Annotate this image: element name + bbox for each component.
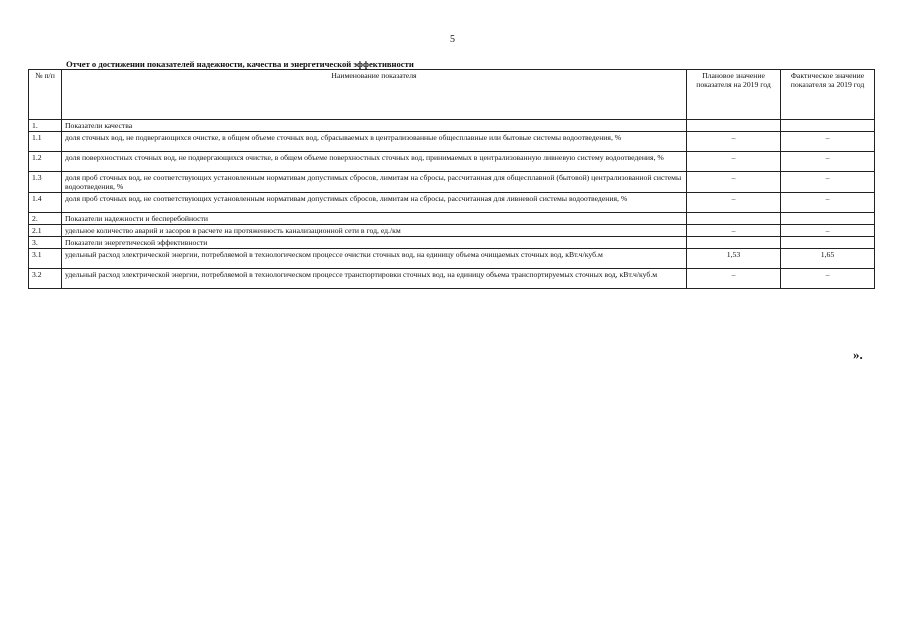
table-row <box>29 152 875 172</box>
row-actual-value <box>781 120 875 132</box>
row-number: 1. <box>29 120 62 132</box>
row-indicator-name: доля поверхностных сточных вод, не подвергающихся очистке, в общем объеме поверхностных сточных вод, принимаемых в централизованную ливневую систему водоотведения, % <box>62 152 687 172</box>
row-actual-value: 1,65 <box>781 249 875 269</box>
row-indicator-name: Показатели надежности и бесперебойности <box>62 213 687 225</box>
row-indicator-name: доля сточных вод, не подвергающихся очистке, в общем объеме сточных вод, сбрасываемых в централизованные общесплавные или бытовые системы водоотведения, % <box>62 132 687 152</box>
header-indicator-name: Наименование показателя <box>62 70 687 120</box>
row-planned-value: – <box>687 132 781 152</box>
row-actual-value <box>781 237 875 249</box>
header-planned-value: Плановое значение показателя на 2019 год <box>687 70 781 120</box>
header-number: № п/п <box>29 70 62 120</box>
page-number: 5 <box>450 34 455 45</box>
row-indicator-name: удельное количество аварий и засоров в расчете на протяженность канализационной сети в год, ед./км <box>62 225 687 237</box>
row-planned-value: 1,53 <box>687 249 781 269</box>
table-row <box>29 172 875 193</box>
row-actual-value <box>781 213 875 225</box>
row-actual-value: – <box>781 269 875 289</box>
row-indicator-name: удельный расход электрической энергии, потребляемой в технологическом процессе очистки сточных вод, на единицу объема очищаемых сточных вод, кВт.ч/куб.м <box>62 249 687 269</box>
row-planned-value: – <box>687 225 781 237</box>
row-planned-value <box>687 213 781 225</box>
row-number: 1.1 <box>29 132 62 152</box>
table-section-row <box>29 237 875 249</box>
row-actual-value: – <box>781 132 875 152</box>
row-indicator-name: Показатели энергетической эффективности <box>62 237 687 249</box>
row-planned-value: – <box>687 172 781 193</box>
row-number: 3.1 <box>29 249 62 269</box>
table-header-row <box>29 70 875 120</box>
table-row <box>29 193 875 213</box>
row-planned-value <box>687 120 781 132</box>
row-number: 3. <box>29 237 62 249</box>
row-indicator-name: доля проб сточных вод, не соответствующих установленным нормативам допустимых сбросов, лимитам на сбросы, рассчитанная для общесплавной (бытовой) централизованной системы водоотведения, % <box>62 172 687 193</box>
row-number: 1.3 <box>29 172 62 193</box>
row-number: 3.2 <box>29 269 62 289</box>
row-actual-value: – <box>781 172 875 193</box>
row-indicator-name: удельный расход электрической энергии, потребляемой в технологическом процессе транспортировки сточных вод, на единицу объема транспортируемых сточных вод, кВт.ч/куб.м <box>62 269 687 289</box>
row-planned-value: – <box>687 193 781 213</box>
row-number: 1.2 <box>29 152 62 172</box>
row-planned-value: – <box>687 152 781 172</box>
row-number: 2. <box>29 213 62 225</box>
table-row <box>29 269 875 289</box>
table-section-row <box>29 213 875 225</box>
row-number: 2.1 <box>29 225 62 237</box>
row-actual-value: – <box>781 152 875 172</box>
table-section-row <box>29 120 875 132</box>
closing-quote-mark: ». <box>853 347 863 362</box>
row-planned-value <box>687 237 781 249</box>
row-number: 1.4 <box>29 193 62 213</box>
row-actual-value: – <box>781 225 875 237</box>
indicators-table <box>28 69 875 289</box>
table-row <box>29 225 875 237</box>
table-row <box>29 249 875 269</box>
row-indicator-name: доля проб сточных вод, не соответствующих установленным нормативам допустимых сбросов, лимитам на сбросы, рассчитанная для ливневой системы водоотведения, % <box>62 193 687 213</box>
header-actual-value: Фактическое значение показателя за 2019 год <box>781 70 875 120</box>
report-title: Отчет о достижении показателей надежности, качества и энергетической эффективности <box>66 59 414 69</box>
table-row <box>29 132 875 152</box>
row-actual-value: – <box>781 193 875 213</box>
row-indicator-name: Показатели качества <box>62 120 687 132</box>
row-planned-value: – <box>687 269 781 289</box>
